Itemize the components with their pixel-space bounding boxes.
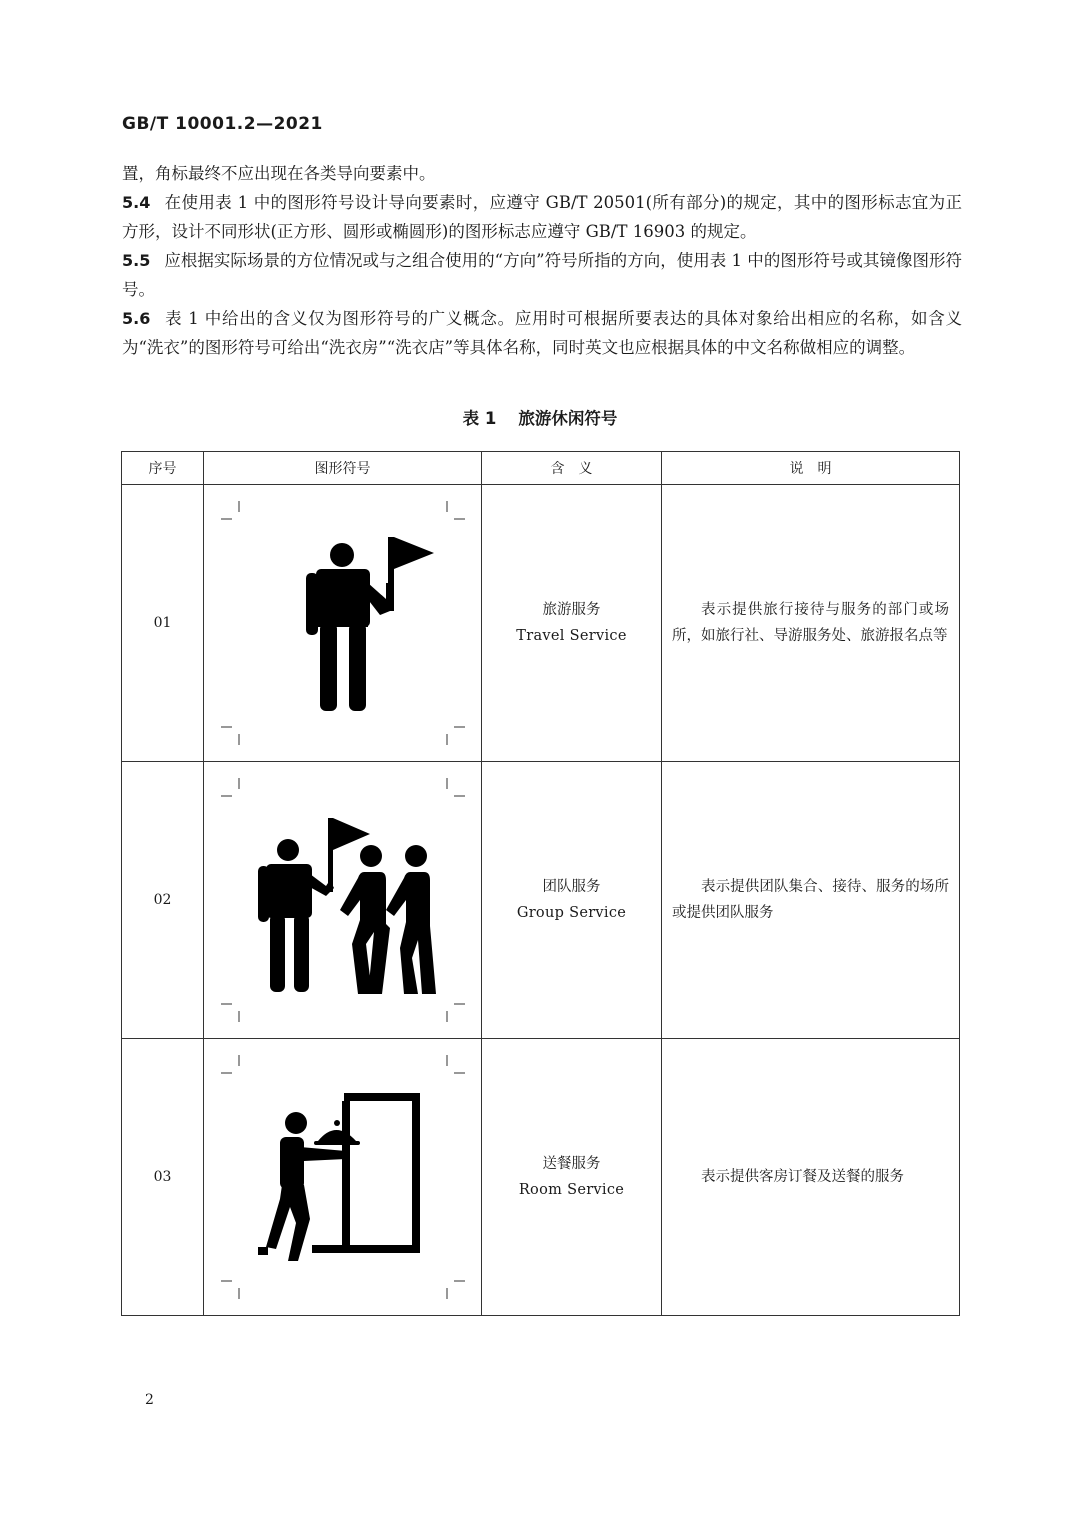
meaning-zh: 旅游服务 bbox=[542, 602, 601, 618]
desc-cell bbox=[662, 1039, 960, 1316]
meaning-en: Group Service bbox=[516, 905, 627, 921]
desc-text: 表示提供客房订餐及送餐的服务 bbox=[701, 1169, 904, 1185]
table-title bbox=[0, 405, 1080, 429]
symbols-table bbox=[121, 451, 960, 1316]
table-number: 表 1 bbox=[462, 409, 497, 428]
table-header-row bbox=[122, 452, 960, 485]
desc-cell bbox=[662, 485, 960, 762]
meaning-cell bbox=[482, 762, 662, 1039]
meaning-zh: 团队服务 bbox=[542, 879, 601, 895]
meaning-cell bbox=[482, 485, 662, 762]
table-row bbox=[122, 485, 960, 762]
meaning-en: Travel Service bbox=[516, 628, 627, 644]
paragraph-text: 置，角标最终不应出现在各类导向要素中。 bbox=[122, 164, 436, 183]
clause-number: 5.5 bbox=[122, 251, 151, 270]
clause-number: 5.4 bbox=[122, 193, 151, 212]
paragraph-continuation bbox=[122, 160, 962, 189]
header-num: 序号 bbox=[122, 452, 204, 485]
desc-cell bbox=[662, 762, 960, 1039]
meaning-en: Room Service bbox=[518, 1182, 625, 1198]
symbol-cell bbox=[204, 762, 482, 1039]
clause-text: 在使用表 1 中的图形符号设计导向要素时，应遵守 GB/T 20501(所有部分)的规定，其中的图形标志宜为正方形，设计不同形状(正方形、圆形或椭圆形)的图形标志应遵守 GB/T 16903 的规定。 bbox=[122, 193, 962, 241]
symbol-cell bbox=[204, 485, 482, 762]
meaning-cell bbox=[482, 1039, 662, 1316]
symbol-cell bbox=[204, 1039, 482, 1316]
header-desc: 说 明 bbox=[662, 452, 960, 485]
header-symbol: 图形符号 bbox=[204, 452, 482, 485]
desc-text: 表示提供团队集合、接待、服务的场所或提供团队服务 bbox=[672, 879, 949, 921]
table-row bbox=[122, 762, 960, 1039]
page-number: 2 bbox=[145, 1392, 154, 1408]
row-number: 02 bbox=[122, 762, 204, 1039]
clause-5-6 bbox=[122, 305, 962, 362]
desc-text: 表示提供旅行接待与服务的部门或场所，如旅行社、导游服务处、旅游报名点等 bbox=[672, 602, 949, 644]
room-service-icon bbox=[252, 1089, 424, 1267]
clause-5-5 bbox=[122, 247, 962, 304]
header-meaning: 含 义 bbox=[482, 452, 662, 485]
clause-text: 表 1 中给出的含义仅为图形符号的广义概念。应用时可根据所要表达的具体对象给出相应的名称，如含义为“洗衣”的图形符号可给出“洗衣房”“洗衣店”等具体名称，同时英文也应根据具体的中文名称做相应的调整。 bbox=[122, 309, 962, 357]
clause-text: 应根据实际场景的方位情况或与之组合使用的“方向”符号所指的方向，使用表 1 中的图形符号或其镜像图形符号。 bbox=[122, 251, 962, 299]
travel-service-icon bbox=[300, 531, 435, 713]
clause-number: 5.6 bbox=[122, 309, 151, 328]
meaning-zh: 送餐服务 bbox=[542, 1156, 601, 1172]
group-service-icon bbox=[256, 808, 436, 994]
standard-code: GB/T 10001.2—2021 bbox=[122, 114, 323, 134]
row-number: 01 bbox=[122, 485, 204, 762]
clause-5-4 bbox=[122, 189, 962, 246]
table-row bbox=[122, 1039, 960, 1316]
table-caption: 旅游休闲符号 bbox=[518, 409, 618, 428]
row-number: 03 bbox=[122, 1039, 204, 1316]
